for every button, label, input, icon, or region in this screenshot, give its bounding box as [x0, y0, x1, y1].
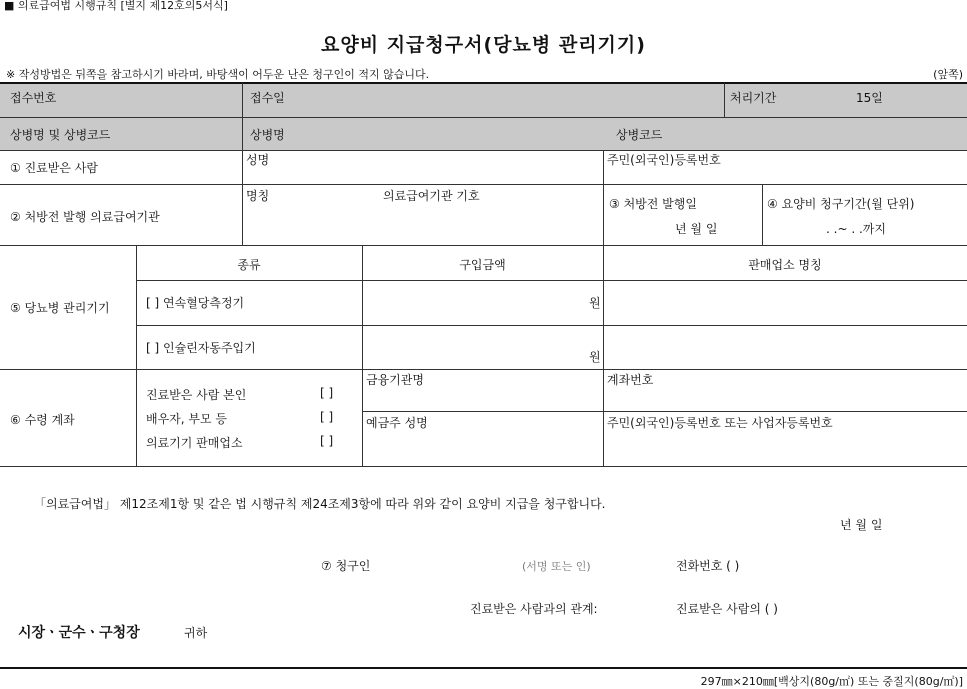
phone-field[interactable]: 전화번호 ( )	[676, 559, 740, 573]
divider	[0, 245, 967, 246]
disease-name-label: 상병명	[250, 128, 285, 142]
receipt-date-label: 접수일	[250, 91, 285, 105]
device-section-label: ⑤ 당뇨병 관리기기	[10, 301, 110, 315]
divider	[603, 150, 604, 245]
divider	[136, 280, 967, 281]
signature-hint[interactable]: (서명 또는 인)	[522, 560, 591, 573]
paper-spec: 297㎜×210㎜[백상지(80g/㎡) 또는 중질지(80g/㎡)]	[700, 675, 963, 688]
account-option-self-checkbox[interactable]: [ ]	[320, 386, 334, 400]
divider	[0, 466, 967, 467]
processing-period-value: 15일	[856, 91, 883, 105]
issue-date-field[interactable]: 년 월 일	[675, 222, 718, 236]
divider	[136, 245, 137, 466]
divider	[136, 325, 967, 326]
account-option-family: 배우자, 부모 등	[146, 412, 227, 426]
divider	[0, 117, 967, 118]
patient-name-field[interactable]: 성명	[246, 153, 270, 167]
patient-section-label: ① 진료받은 사람	[10, 161, 98, 175]
divider	[362, 245, 363, 466]
instruction-note: ※ 작성방법은 뒤쪽을 참고하시기 바라며, 바탕색이 어두운 난은 청구인이 적지 않습니다.	[6, 68, 430, 81]
account-number-field[interactable]: 계좌번호	[607, 373, 654, 387]
device-option-cgm[interactable]: [ ] 연속혈당측정기	[146, 296, 245, 310]
declaration-text: 「의료급여법」 제12조제1항 및 같은 법 시행규칙 제24조제3항에 따라 위와 같이 요양비 지급을 청구합니다.	[34, 497, 606, 511]
divider	[603, 245, 604, 466]
issuer-code-field[interactable]: 의료급여기관 기호	[383, 189, 480, 203]
divider	[362, 411, 967, 412]
divider	[0, 184, 967, 185]
account-option-seller-checkbox[interactable]: [ ]	[320, 434, 334, 448]
claimant-label: ⑦ 청구인	[321, 559, 371, 573]
relation-field[interactable]: 진료받은 사람의 ( )	[676, 602, 778, 616]
divider	[242, 83, 243, 245]
top-border	[0, 82, 967, 84]
device-amount-header: 구입금액	[459, 258, 506, 272]
processing-period-label: 처리기간	[730, 91, 777, 105]
account-holder-id-field[interactable]: 주민(외국인)등록번호 또는 사업자등록번호	[607, 416, 833, 430]
bank-name-field[interactable]: 금융기관명	[366, 373, 424, 387]
disease-code-label: 상병코드	[616, 128, 663, 142]
issuer-name-field[interactable]: 명칭	[246, 189, 270, 203]
account-option-family-checkbox[interactable]: [ ]	[320, 410, 334, 424]
recipient-title: 시장ㆍ군수ㆍ구청장	[18, 625, 140, 641]
account-section-label: ⑥ 수령 계좌	[10, 413, 75, 427]
bottom-border	[0, 667, 967, 669]
page-title: 요양비 지급청구서(당뇨병 관리기기)	[321, 34, 646, 56]
relation-label: 진료받은 사람과의 관계:	[470, 602, 598, 616]
claim-period-label: ④ 요양비 청구기간(월 단위)	[767, 197, 915, 211]
page-side-label: (앞쪽)	[933, 68, 963, 81]
patient-resident-number-field[interactable]: 주민(외국인)등록번호	[607, 153, 721, 167]
account-option-seller: 의료기기 판매업소	[146, 436, 243, 450]
declaration-date-field[interactable]: 년 월 일	[840, 518, 883, 532]
device-seller-header: 판매업소 명칭	[748, 258, 822, 272]
issuer-section-label: ② 처방전 발행 의료급여기관	[10, 210, 160, 224]
form-reference: ■ 의료급여법 시행규칙 [별지 제12호의5서식]	[4, 0, 228, 12]
device-amount-unit: 원	[589, 296, 601, 310]
divider	[724, 83, 725, 117]
device-amount-unit: 원	[589, 350, 601, 364]
disease-label: 상병명 및 상병코드	[10, 128, 111, 142]
account-option-self: 진료받은 사람 본인	[146, 388, 247, 402]
device-option-insulin-pump[interactable]: [ ] 인슐린자동주입기	[146, 341, 256, 355]
divider	[0, 150, 967, 151]
issue-date-label: ③ 처방전 발행일	[609, 197, 697, 211]
device-type-header: 종류	[237, 258, 261, 272]
claim-period-field[interactable]: . .~ . .까지	[826, 222, 886, 236]
receipt-number-label: 접수번호	[10, 91, 57, 105]
divider	[0, 369, 967, 370]
account-holder-field[interactable]: 예금주 성명	[366, 416, 428, 430]
divider	[762, 184, 763, 245]
recipient-suffix: 귀하	[184, 626, 208, 640]
